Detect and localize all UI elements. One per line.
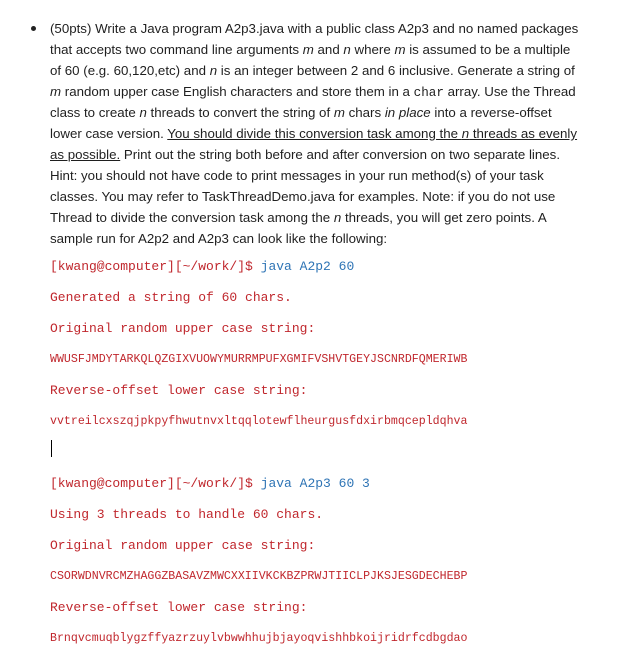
assignment-paragraph [50,18,610,249]
inline-code-char: char [413,86,444,100]
bullet-icon [31,26,36,31]
para-line-4: m random upper case English characters and store them in a char array. Use the Thread [50,84,576,100]
para-line-8: Hint: you should not have code to print messages in your run method(s) of your task [50,168,544,183]
run1-generated: Generated a string of 60 chars. [50,290,292,305]
para-line-3: of 60 (e.g. 60,120,etc) and n is an integer between 2 and 6 inclusive. Generate a string of [50,63,575,78]
run2-original-value: CSORWDNVRCMZHAGGZBASAVZMWCXXIIVKCKBZPRWJTIICLPJKSJESGDECHEBP [50,570,468,583]
para-line-5: class to create n threads to convert the string of m chars in place into a reverse-offset [50,105,552,120]
run2-original-label: Original random upper case string: [50,538,316,553]
para-line-2: that accepts two command line arguments m and n where m is assumed to be a multiple [50,42,571,57]
run1-reverse-label: Reverse-offset lower case string: [50,383,308,398]
run2-command-line: [kwang@computer][~/work/]$ java A2p3 60 3 [50,476,370,491]
para-line-9: classes. You may refer to TaskThreadDemo.java for examples. Note: if you do not use [50,189,556,204]
run2-reverse-label: Reverse-offset lower case string: [50,600,308,615]
run1-original-value: WWUSFJMDYTARKQLQZGIXVUOWYMURRMPUFXGMIFVSHVTGEYJSCNRDFQMERIWB [50,353,468,366]
para-line-11: sample run for A2p2 and A2p3 can look like the following: [50,231,388,246]
para-line-1: (50pts) Write a Java program A2p3.java with a public class A2p3 and no named packages [50,21,579,36]
run2-using: Using 3 threads to handle 60 chars. [50,507,324,522]
run1-original-label: Original random upper case string: [50,321,316,336]
para-line-7: as possible. Print out the string both before and after conversion on two separate lines. [50,147,561,162]
run2-reverse-value: Brnqvcmuqblygzffyazrzuylvbwwhhujbjayoqvishhbkoijridrfcdbgdao [50,632,468,645]
para-line-6: lower case version. You should divide this conversion task among the n threads as evenly [50,126,578,141]
run1-reverse-value: vvtreilcxszqjpkpyfhwutnvxltqqlotewflheurgusfdxirbmqcepldqhva [50,415,468,428]
run1-command-line: [kwang@computer][~/work/]$ java A2p2 60 [50,259,355,274]
text-cursor [51,440,52,457]
para-line-10: Thread to divide the conversion task among the n threads, you will get zero points. A [50,210,547,225]
